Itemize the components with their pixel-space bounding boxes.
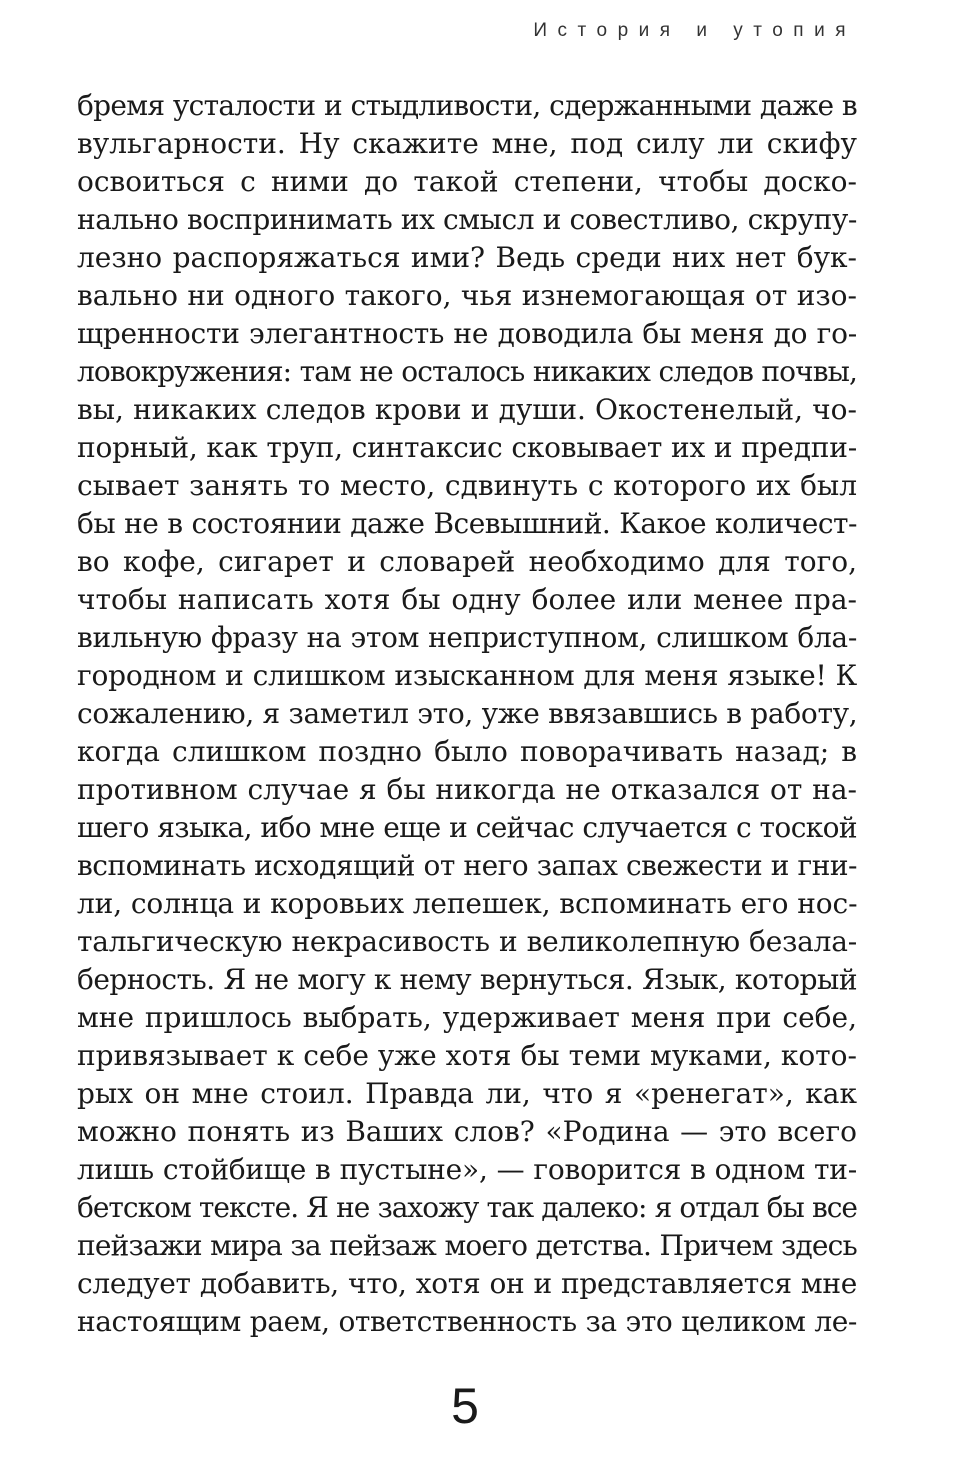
text-line: можно понять из Ваших слов? «Родина — это всего [77,1115,857,1148]
text-line: когда слишком поздно было поворачивать назад; в [77,735,857,768]
text-line: щренности элегантность не доводила бы меня до го- [77,317,857,350]
text-line: порный, как труп, синтаксис сковывает их и предпи- [77,431,857,464]
page-number: 5 [451,1378,479,1434]
text-line: освоиться с ними до такой степени, чтобы доско- [77,165,857,198]
text-line: настоящим раем, ответственность за это целиком ле- [77,1305,857,1338]
text-line: вально ни одного такого, чья изнемогающая от изо- [77,279,857,312]
text-line: бремя усталости и стыдливости, сдержанными даже в [77,89,857,122]
text-line: лишь стойбище в пустыне», — говорится в одном ти- [77,1153,857,1186]
text-line: тальгическую некрасивость и великолепную безала- [77,925,857,958]
text-line: ловокружения: там не осталось никаких следов почвы, [77,355,857,388]
text-line: мне пришлось выбрать, удерживает меня при себе, [77,1001,857,1034]
running-header: История и утопия [533,20,856,41]
text-line: во кофе, сигарет и словарей необходимо для того, [77,545,857,578]
text-line: нально воспринимать их смысл и совестливо, скрупу- [77,203,857,236]
text-line: следует добавить, что, хотя он и представляется мне [77,1267,857,1300]
text-line: вы, никаких следов крови и души. Окостенелый, чо- [77,393,857,426]
text-line: бетском тексте. Я не захожу так далеко: я отдал бы все [77,1191,857,1224]
text-line: вспоминать исходящий от него запах свежести и гни- [77,849,857,882]
text-line: привязывает к себе уже хотя бы теми муками, кото- [77,1039,857,1072]
text-line: вульгарности. Ну скажите мне, под силу ли скифу [77,127,857,160]
text-line: ли, солнца и коровьих лепешек, вспоминать его нос- [77,887,857,920]
text-line: сожалению, я заметил это, уже ввязавшись в работу, [77,697,857,730]
text-line: берность. Я не могу к нему вернуться. Язык, который [77,963,857,996]
text-line: пейзажи мира за пейзаж моего детства. Причем здесь [77,1229,857,1262]
text-line: сывает занять то место, сдвинуть с которого их был [77,469,857,502]
text-line: лезно распоряжаться ими? Ведь среди них нет бук- [77,241,857,274]
text-line: противном случае я бы никогда не отказался от на- [77,773,857,806]
text-line: рых он мне стоил. Правда ли, что я «ренегат», как [77,1077,857,1110]
text-line: городном и слишком изысканном для меня языке! К [77,659,857,692]
text-line: шего языка, ибо мне еще и сейчас случается с тоской [77,811,857,844]
text-line: вильную фразу на этом неприступном, слишком бла- [77,621,857,654]
text-line: бы не в состоянии даже Всевышний. Какое количест- [77,507,857,540]
text-line: чтобы написать хотя бы одну более или менее пра- [77,583,857,616]
body-text [77,87,857,1341]
